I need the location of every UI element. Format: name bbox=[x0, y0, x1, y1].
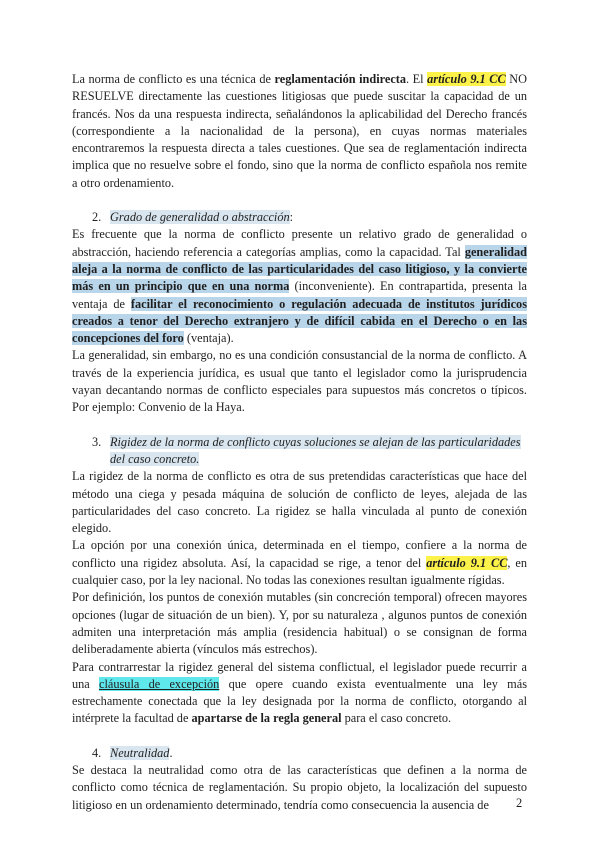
heading-text: Rigidez de la norma de conflicto cuyas soluciones se alejan de las particularidades del caso concreto. bbox=[110, 434, 521, 466]
paragraph-neutralidad: Se destaca la neutralidad como otra de las características que definen a la norma de conflicto como técnica de reglamentación. Su propio objeto, la localización del supuesto litigioso en un ordenamiento determinado, tendría como consecuencia la ausencia de bbox=[72, 762, 527, 812]
bold-term: reglamentación indirecta bbox=[274, 72, 407, 86]
heading-text: Grado de generalidad o abstracción bbox=[110, 210, 290, 225]
text-run: . El bbox=[406, 72, 428, 86]
text-run: La norma de conflicto es una técnica de bbox=[72, 72, 275, 86]
text-run: que opere cuando exista eventualmente una ley más estrechamente conectada que la ley designada por la norma de conflicto, otorgando al intérprete la facultad de bbox=[72, 676, 527, 726]
paragraph-rigidez-2 bbox=[72, 537, 527, 589]
highlight-inconveniente: generalidad aleja a la norma de conflicto de las particularidades del caso litigioso, y la convierte más en un principio que en una norma bbox=[72, 244, 527, 294]
paragraph-reglamentacion-indirecta bbox=[72, 71, 527, 192]
heading-punct: . bbox=[169, 745, 173, 760]
highlight-article: artículo 9.1 CC bbox=[426, 555, 508, 570]
heading-number: 2. bbox=[92, 210, 102, 225]
text-run: La opción por una conexión única, determinada en el tiempo, confiere a la norma de conflicto una rigidez absoluta. Así, la capacidad se rige, a tenor del bbox=[72, 538, 527, 570]
heading-neutralidad bbox=[72, 745, 527, 762]
text-run: Es frecuente que la norma de conflicto presente un relativo grado de generalidad o abstracción, haciendo referencia a categorías amplias, como la capacidad. Tal bbox=[72, 227, 527, 259]
heading-number: 3. bbox=[92, 434, 102, 449]
text-run: NO RESUELVE directamente las cuestiones litigiosas que puede suscitar la capacidad de un francés. Nos da una respuesta indirecta, señalándonos la aplicabilidad del Derecho francés (correspondiente a la nacionalidad de la persona), en cuyas normas materiales encontraremos la respuesta directa a tales cuestiones. Que sea de reglamentación indirecta implica que no resuelve sobre el fondo, sino que la norma de conflicto española nos remite a otro ordenamiento. bbox=[72, 72, 527, 190]
document-body bbox=[72, 71, 527, 814]
heading-rigidez bbox=[72, 434, 527, 469]
paragraph-rigidez-4 bbox=[72, 659, 527, 728]
paragraph-generalidad bbox=[72, 226, 527, 347]
paragraph-rigidez-3: Por definición, los puntos de conexión mutables (sin concreción temporal) ofrecen mayores opciones (lugar de situación de un bien). Y, por su naturaleza , algunos puntos de conexión admiten una interpretación más amplia (residencia habitual) o se consignan de forma deliberadamente abierta (vínculos más estrechos). bbox=[72, 590, 527, 657]
text-run: Para contrarrestar la rigidez general del sistema conflictual, el legislador puede recurrir a una bbox=[72, 659, 527, 691]
heading-generalidad bbox=[72, 209, 527, 226]
text-run: (inconveniente). En contrapartida, presenta la ventaja de bbox=[72, 279, 527, 311]
highlight-ventaja: facilitar el reconocimiento o regulación adecuada de institutos jurídicos creados a tenor del Derecho extranjero y de difícil cabida en el Derecho o en las concepciones del foro bbox=[72, 296, 527, 346]
heading-punct: : bbox=[289, 210, 294, 225]
paragraph-rigidez-1: La rigidez de la norma de conflicto es otra de sus pretendidas características que hace del método una ciega y pesada máquina de solución de conflicto de leyes, alejada de las particularidades del caso concreto. La rigidez se halla vinculada al punto de conexión elegido. bbox=[72, 469, 527, 536]
highlight-clausula: cláusula de excepción bbox=[99, 676, 220, 691]
page-number: 2 bbox=[516, 796, 523, 810]
bold-term: apartarse de la regla general bbox=[191, 711, 342, 726]
heading-text: Neutralidad bbox=[110, 745, 170, 760]
text-run: para el caso concreto. bbox=[341, 711, 452, 726]
heading-number: 4. bbox=[92, 745, 102, 760]
text-run: , en cualquier caso, por la ley nacional. No todas las conexiones resultan igualmente rígidas. bbox=[72, 555, 527, 588]
paragraph-generalidad-2: La generalidad, sin embargo, no es una condición consustancial de la norma de conflicto. A través de la experiencia jurídica, es usual que tanto el legislador como la jurisprudencia vayan decantando normas de conflicto especiales para supuestos más concretos o típicos. Por ejemplo: Convenio de la Haya. bbox=[72, 348, 527, 415]
text-run: (ventaja). bbox=[183, 331, 234, 346]
highlight-article: artículo 9.1 CC bbox=[427, 72, 506, 86]
